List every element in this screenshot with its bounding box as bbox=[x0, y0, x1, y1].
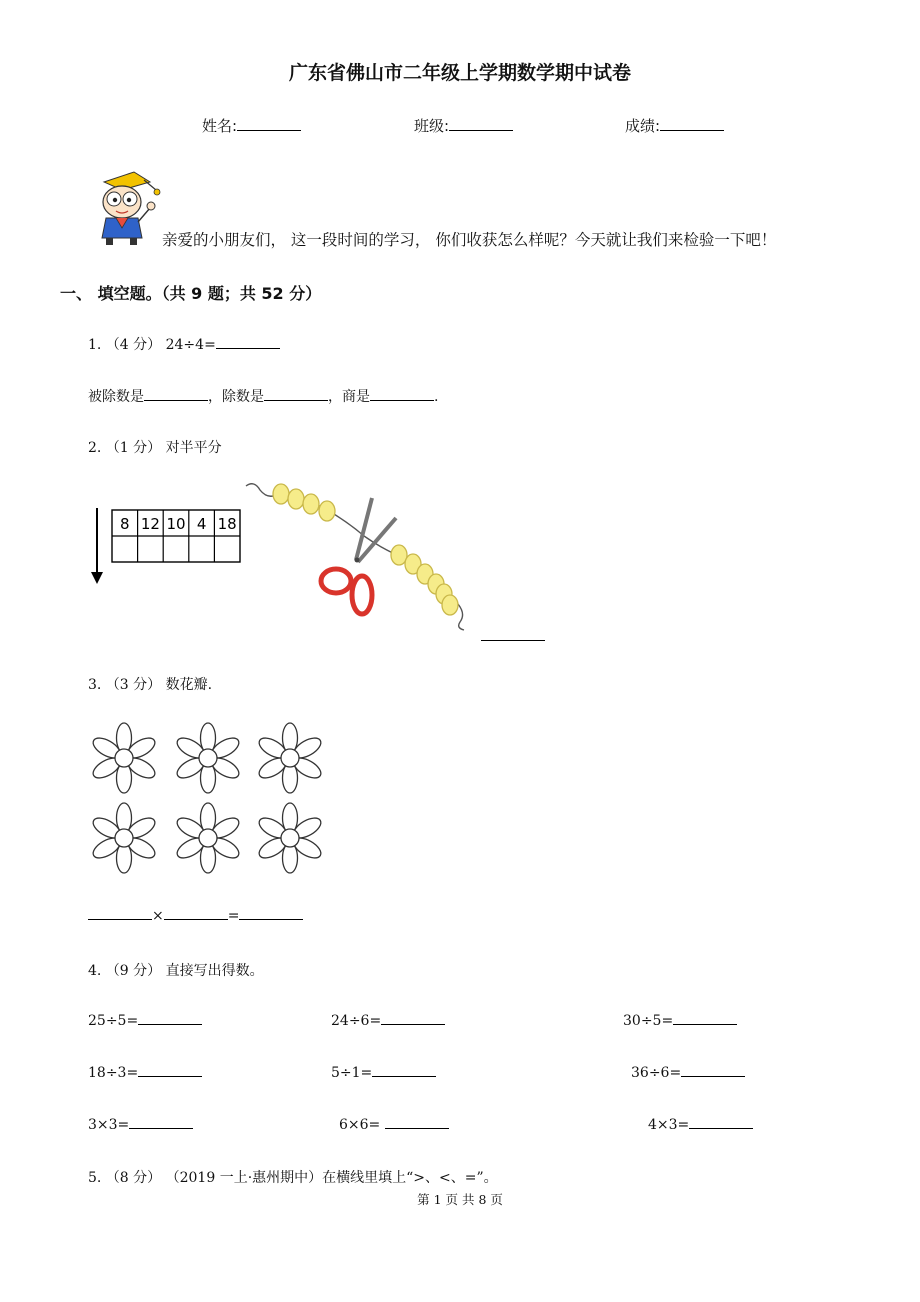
dividend-blank[interactable] bbox=[144, 388, 208, 401]
table-number: 10 bbox=[166, 515, 186, 533]
table-number: 18 bbox=[217, 515, 237, 533]
flower bbox=[174, 803, 242, 873]
q3-blank-2[interactable] bbox=[164, 907, 228, 920]
calc-blank[interactable] bbox=[681, 1064, 745, 1077]
bead bbox=[303, 494, 319, 514]
down-arrow-icon bbox=[91, 572, 103, 584]
q3-blank-1[interactable] bbox=[88, 907, 152, 920]
intro-text: 亲爱的小朋友们， 这一段时间的学习， 你们收获怎么样呢？今天就让我们来检验一下吧！ bbox=[162, 231, 777, 249]
calc-blank[interactable] bbox=[673, 1012, 737, 1025]
flower bbox=[256, 803, 324, 873]
name-label: 姓名: bbox=[202, 117, 238, 135]
question-5: 5. （8 分） （2019 一上·惠州期中）在横线里填上“>、<、=”。 bbox=[88, 1170, 498, 1186]
scissors-beads-illustration bbox=[244, 478, 480, 638]
times-sign: × bbox=[152, 908, 164, 924]
calc-item: 30÷5= bbox=[623, 1012, 737, 1029]
page-title: 广东省佛山市二年级上学期数学期中试卷 bbox=[288, 62, 631, 84]
calc-item: 5÷1= bbox=[331, 1064, 436, 1081]
calc-blank[interactable] bbox=[381, 1012, 445, 1025]
flower bbox=[174, 723, 242, 793]
bead bbox=[288, 489, 304, 509]
table-number: 12 bbox=[140, 515, 160, 533]
answer-cell[interactable] bbox=[114, 538, 136, 560]
calc-item: 3×3= bbox=[88, 1116, 193, 1133]
question-2: 2. （1 分） 对半平分 bbox=[88, 440, 222, 456]
bead bbox=[273, 484, 289, 504]
answer-cell[interactable] bbox=[216, 538, 239, 560]
section-heading: 一、 填空题。（共 9 题；共 52 分） bbox=[60, 284, 322, 303]
quotient-label: ，商是 bbox=[328, 389, 370, 405]
calc-blank[interactable] bbox=[138, 1064, 202, 1077]
q2-answer-blank[interactable] bbox=[481, 626, 545, 645]
calc-item: 24÷6= bbox=[331, 1012, 445, 1029]
calc-blank[interactable] bbox=[129, 1116, 193, 1129]
score-field bbox=[625, 115, 724, 136]
calc-blank[interactable] bbox=[138, 1012, 202, 1025]
flower bbox=[90, 803, 158, 873]
answer-cell[interactable] bbox=[190, 538, 213, 560]
q1-answer-blank[interactable] bbox=[216, 336, 280, 349]
table-number: 4 bbox=[196, 515, 207, 533]
question-1 bbox=[88, 334, 280, 354]
question-1-line2 bbox=[88, 386, 438, 406]
mascot-illustration bbox=[92, 168, 164, 246]
class-label: 班级: bbox=[414, 117, 450, 135]
table-number: 8 bbox=[120, 515, 130, 533]
q1-head: 1. （4 分） 24÷4= bbox=[88, 337, 216, 353]
class-blank[interactable] bbox=[449, 116, 513, 131]
flower bbox=[256, 723, 324, 793]
page-footer: 第 1 页 共 8 页 bbox=[417, 1192, 503, 1207]
dividend-label: 被除数是 bbox=[88, 389, 144, 405]
flowers-illustration bbox=[86, 718, 336, 878]
question-3: 3. （3 分） 数花瓣. bbox=[88, 677, 213, 693]
class-field bbox=[414, 115, 513, 136]
flower bbox=[90, 723, 158, 793]
quotient-blank[interactable] bbox=[370, 388, 434, 401]
calc-item: 18÷3= bbox=[88, 1064, 202, 1081]
question-4: 4. （9 分） 直接写出得数。 bbox=[88, 963, 264, 979]
calc-blank[interactable] bbox=[385, 1116, 449, 1129]
score-label: 成绩: bbox=[625, 117, 661, 135]
bead bbox=[319, 501, 335, 521]
q1-period: . bbox=[434, 389, 439, 405]
name-blank[interactable] bbox=[237, 116, 301, 131]
q3-equation bbox=[88, 907, 303, 924]
calc-item: 4×3= bbox=[648, 1116, 753, 1133]
divisor-label: ，除数是 bbox=[208, 389, 264, 405]
calc-item: 25÷5= bbox=[88, 1012, 202, 1029]
name-field bbox=[202, 115, 301, 136]
halving-table bbox=[86, 500, 246, 590]
answer-cell[interactable] bbox=[139, 538, 162, 560]
score-blank[interactable] bbox=[660, 116, 724, 131]
bead bbox=[442, 595, 458, 615]
calc-blank[interactable] bbox=[372, 1064, 436, 1077]
answer-cell[interactable] bbox=[165, 538, 188, 560]
calc-blank[interactable] bbox=[689, 1116, 753, 1129]
calc-item: 6×6= bbox=[339, 1116, 449, 1133]
divisor-blank[interactable] bbox=[264, 388, 328, 401]
q3-blank-3[interactable] bbox=[239, 907, 303, 920]
equals-sign: = bbox=[227, 908, 240, 924]
calc-item: 36÷6= bbox=[631, 1064, 745, 1081]
